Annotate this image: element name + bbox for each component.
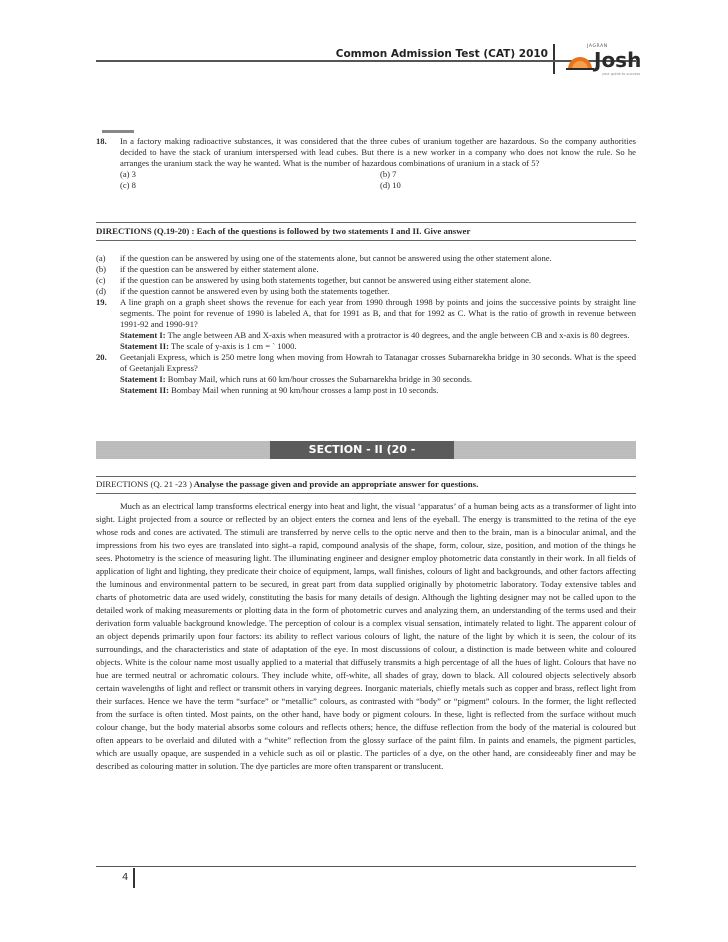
logo-tagline: your guide to success: [602, 72, 641, 76]
header-divider: [553, 44, 555, 74]
sunrise-logo-icon: [566, 56, 594, 70]
question-20: [96, 352, 636, 396]
section-banner: SECTION - II (20 - QUESTIONS): [270, 441, 454, 459]
options: [120, 169, 636, 191]
scan-artifact: [102, 130, 134, 133]
jagran-josh-logo: [562, 44, 642, 76]
footer-divider: [133, 868, 135, 888]
statement-2: Statement II: Bombay Mail when running at 90 km/hour crosses a lamp post in 10 seconds.: [120, 385, 439, 395]
option-b: (b) 7: [380, 169, 397, 179]
direction-option-c: (c) if the question can be answered by using both statements together, but cannot be answered using either statement alone.: [96, 275, 532, 285]
divider-rule: [96, 493, 636, 494]
option-c: (c) 8: [120, 180, 136, 190]
logo-small-text: JAGRAN: [587, 44, 608, 49]
question-number: 19.: [96, 297, 107, 307]
directions-19-20: DIRECTIONS (Q.19-20) : Each of the questions is followed by two statements I and II. Give answer: [96, 226, 471, 236]
direction-option-d: (d) if the question cannot be answered even by using both the statements together.: [96, 286, 390, 296]
statement-2: Statement II: The scale of y-axis is 1 cm = ` 1000.: [120, 341, 297, 351]
divider-rule: [96, 476, 636, 477]
footer-rule: [96, 866, 636, 867]
question-number: 18.: [96, 136, 107, 146]
question-18: [96, 136, 636, 191]
question-19: [96, 297, 636, 352]
question-text: In a factory making radioactive substances, it was considered that the three cubes of uranium together are hazardous. So the company authorities decided to have the stack of uranium interspersed with lead cubes. But there is a new worker in a company who does not know the rule. So he arranges the uranium stack the way he wanted. What is the number of hazardous combinations of uranium in a stack of 5?: [120, 136, 636, 168]
directions-options: [96, 253, 636, 396]
directions-21-23: DIRECTIONS (Q. 21 -23 ) Analyse the passage given and provide an appropriate answer for questions.: [96, 479, 479, 489]
question-text: Geetanjali Express, which is 250 metre long when moving from Howrah to Tatanagar crosses Subarnarekha bridge in 30 seconds. What is the speed of Geetanjali Express?: [120, 352, 636, 373]
direction-option-b: (b) if the question can be answered by either statement alone.: [96, 264, 319, 274]
divider-rule: [96, 240, 636, 241]
header-rule: [96, 60, 636, 62]
statement-1: Statement I: The angle between AB and X-axis when measured with a protractor is 40 degrees, and the angle between CB and x-axis is 80 degrees.: [120, 330, 630, 340]
logo-word: Josh: [594, 48, 642, 72]
statement-1: Statement I: Bombay Mail, which runs at 60 km/hour crosses the Subarnarekha bridge in 30 seconds.: [120, 374, 473, 384]
question-number: 20.: [96, 352, 107, 362]
direction-option-a: (a) if the question can be answered by using one of the statements alone, but cannot be answered using the other statement alone.: [96, 253, 552, 263]
option-d: (d) 10: [380, 180, 401, 190]
divider-rule: [96, 222, 636, 223]
page-number: 4: [122, 872, 129, 883]
reading-passage: Much as an electrical lamp transforms electrical energy into heat and light, the visual ‘apparatus’ of a human being acts as a transformer of light into sight. Light projected from a source or reflected by an object enters the cornea and lens of the eyeball. The energy is transmitted to the retina of the eye whose rods and cones are activated. The stimuli are transferred by nerve cells to the optic nerve and then to the brain, man is a binocular animal, and the impressions from his two eyes are translated into sight–a rapid, compound analysis of the shape, form, colour, size, position, and motion of the things he sees. Photometry is the science of measuring light. The illuminating engineer and designer employ photometric data constantly in their work. In all fields of application of light and lighting, they predicate their choice of equipment, lamps, wall finishes, colours of light and backgrounds, and other factors affecting the luminous and environmental pattern to be secured, in great part from data supplied originally by photometric laboratory. Today extensive tables and charts of photometric data are used widely, constituting the basis for many details of design. Although the lighting designer may not be called upon to the detailed work of making measurements or plotting data in the form of photometric curves and analyzing them, an understanding of the terms used and their derivation form valuable background knowledge. The perception of colour is a complex visual sensation, intimately related to light. The apparent colour of an object depends primarily upon four factors: its ability to reflect various colours of light, the nature of the light by which it is seen, the colour of its surroundings, and the characteristics and state of adaptation of the eye. In most discussions of colour, a distinction is made between white and coloured objects. White is the colour name most usually applied to a material that diffusely transmits a high percentage of all the hues of light. Colours that have no hue are termed neutral or achromatic colours. They include white, off-white, all shades of gray, down to black. All coloured objects selectively absorb certain wavelengths of light and reflect or transmit others in varying degrees. Inorganic materials, chiefly metals such as copper and brass, reflect light from their surfaces. Hence we have the term “surface” or “metallic” colours, as contrasted with “body” or “pigment” colours. In the former, the light reflected from the surface is often tinted. Most paints, on the other hand, have body or pigment colours. In these, light is reflected from the surface without much colour change, but the body material absorbs some colours and reflects others; hence, the diffuse reflection from the body of the material is coloured but often appears to be overlaid and diluted with a “white” reflection from the glossy surface of the paint film. In paints and enamels, the pigment particles, which are usually opaque, are suspended in a vehicle such as oil or plastic. The particles of a dye, on the other hand, are consideeably finer and may be described as colouring matter in solution. The dye particles are more often transparent or translucent.: [96, 501, 636, 771]
question-text: A line graph on a graph sheet shows the revenue for each year from 1990 through 1998 by points and joins the successive points by straight line segments. The point for revenue of 1990 is labeled A, that for 1991 as B, and that for 1992 as C. What is the ratio of growth in revenue between 1991-92 and 1990-91?: [120, 297, 636, 329]
document-title: Common Admission Test (CAT) 2010: [335, 48, 548, 60]
option-a: (a) 3: [120, 169, 136, 179]
